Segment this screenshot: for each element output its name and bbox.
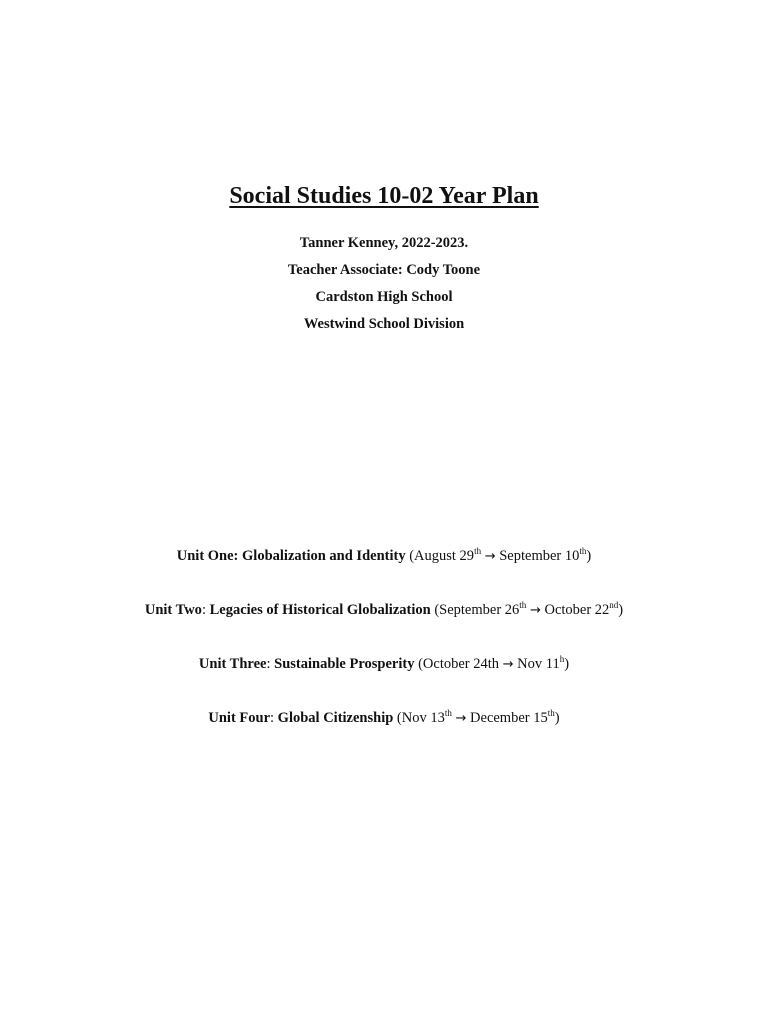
- unit-three-row: [0, 653, 768, 707]
- unit-label: Unit Two: [144, 602, 202, 618]
- right-arrow-icon: →: [455, 711, 467, 726]
- right-arrow-icon: →: [502, 657, 514, 672]
- teacher-associate-line: Teacher Associate: Cody Toone: [287, 262, 481, 278]
- unit-date-start: (September 26: [430, 602, 520, 618]
- document-info-block: [0, 230, 768, 338]
- date-suffix: th: [444, 708, 452, 719]
- date-suffix: h: [559, 654, 565, 665]
- unit-date-end: October 22: [540, 602, 610, 618]
- unit-date-start: (Nov 13: [393, 710, 445, 726]
- unit-date-start: (October 24th: [414, 656, 503, 672]
- unit-topic: Global Citizenship: [277, 710, 394, 726]
- unit-label-separator: :: [266, 656, 275, 672]
- unit-date-close: ): [564, 656, 570, 672]
- unit-date-start: (August 29: [405, 548, 475, 564]
- unit-date-close: ): [618, 602, 624, 618]
- unit-label-separator: :: [201, 602, 210, 618]
- author-line: Tanner Kenney, 2022-2023.: [299, 235, 469, 251]
- right-arrow-icon: →: [484, 549, 496, 564]
- date-suffix: th: [474, 546, 482, 557]
- unit-date-close: ): [554, 710, 560, 726]
- unit-one-row: [0, 545, 768, 599]
- right-arrow-icon: →: [529, 603, 541, 618]
- document-title: Social Studies 10-02 Year Plan: [229, 183, 539, 209]
- unit-two-row: [0, 599, 768, 653]
- unit-topic: Sustainable Prosperity: [274, 656, 415, 672]
- unit-topic: Globalization and Identity: [242, 548, 406, 564]
- division-line: Westwind School Division: [303, 316, 465, 332]
- unit-date-close: ): [586, 548, 592, 564]
- unit-topic: Legacies of Historical Globalization: [209, 602, 431, 618]
- unit-label: Unit Four: [208, 710, 271, 726]
- date-suffix: th: [547, 708, 555, 719]
- date-suffix: th: [579, 546, 587, 557]
- unit-label: Unit Three: [198, 656, 267, 672]
- unit-date-end: September 10: [495, 548, 580, 564]
- unit-date-end: December 15: [466, 710, 548, 726]
- unit-date-end: Nov 11: [513, 656, 560, 672]
- date-suffix: th: [519, 600, 527, 611]
- unit-label-separator: :: [270, 710, 278, 726]
- unit-list: [0, 545, 768, 761]
- unit-label: Unit One:: [176, 548, 243, 564]
- school-line: Cardston High School: [315, 289, 453, 305]
- date-suffix: nd: [609, 600, 619, 611]
- unit-four-row: [0, 707, 768, 761]
